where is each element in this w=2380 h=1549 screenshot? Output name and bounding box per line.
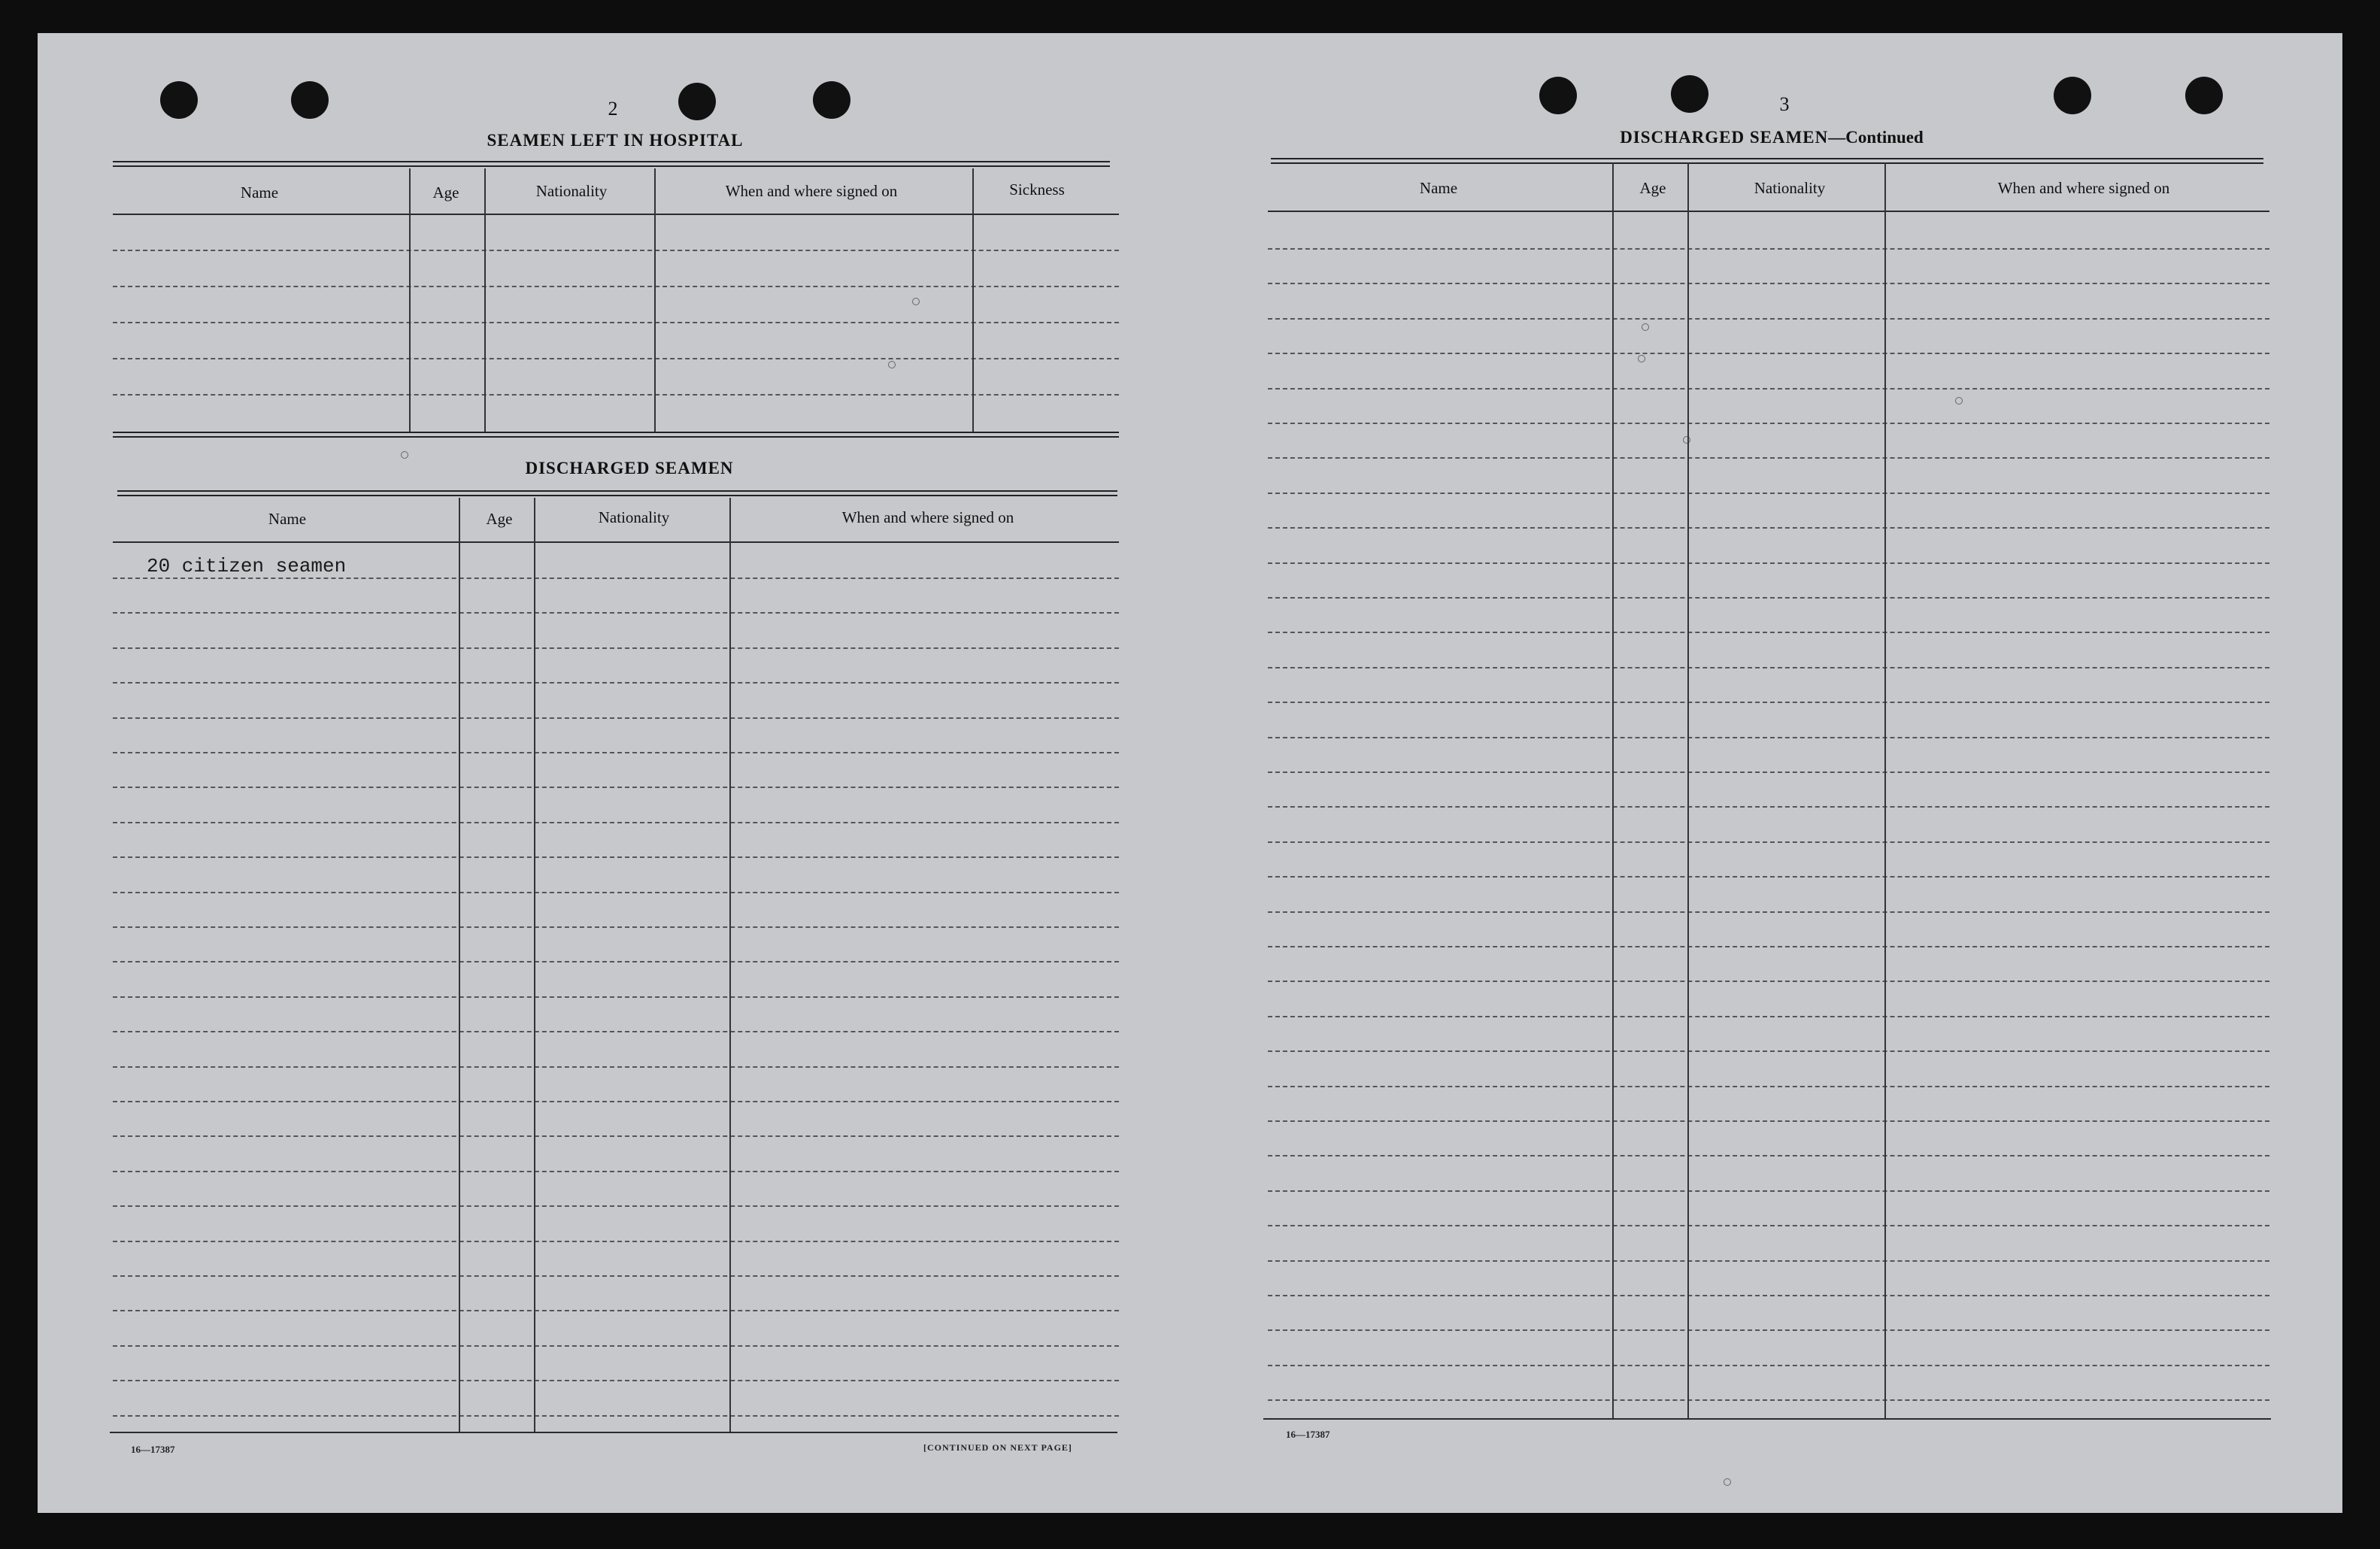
- continued-col-divider: [1687, 162, 1689, 1418]
- continued-title-suffix: —Continued: [1828, 128, 1924, 147]
- ruled-line: [113, 250, 1119, 251]
- punch-hole: [291, 81, 329, 119]
- hospital-header-rule: [113, 214, 1119, 215]
- ruled-line: [1268, 1190, 2269, 1192]
- punch-hole: [678, 83, 716, 120]
- speck: [1638, 355, 1645, 362]
- ruled-line: [113, 787, 1119, 788]
- ruled-line: [1268, 876, 2269, 878]
- discharged-header-rule: [113, 541, 1119, 543]
- ruled-line: [1268, 318, 2269, 320]
- ruled-line: [1268, 667, 2269, 668]
- ruled-line: [113, 1171, 1119, 1172]
- ruled-line: [113, 1241, 1119, 1242]
- discharged-col-divider: [729, 498, 731, 1432]
- hospital-header-sickness: Sickness: [1009, 180, 1065, 199]
- discharged-col-divider: [534, 498, 535, 1432]
- hospital-col-divider: [654, 168, 656, 432]
- ruled-line: [1268, 946, 2269, 947]
- ruled-line: [113, 322, 1119, 323]
- form-number: 16—17387: [1286, 1429, 1330, 1440]
- continued-note: [CONTINUED ON NEXT PAGE]: [923, 1442, 1072, 1453]
- ruled-line: [113, 1101, 1119, 1102]
- ruled-line: [113, 856, 1119, 858]
- ruled-line: [113, 1380, 1119, 1381]
- ruled-line: [113, 1415, 1119, 1417]
- page-number: 3: [1779, 93, 1790, 115]
- ruled-line: [113, 1275, 1119, 1277]
- ruled-line: [1268, 1225, 2269, 1226]
- punch-hole: [1539, 77, 1577, 114]
- hospital-header-signed-on: When and where signed on: [725, 182, 898, 200]
- ruled-line: [1268, 1086, 2269, 1087]
- discharged-top-rule: [117, 490, 1117, 496]
- ruled-line: [1268, 981, 2269, 982]
- ruled-line: [1268, 841, 2269, 843]
- ruled-line: [1268, 632, 2269, 633]
- ruled-line: [113, 358, 1119, 359]
- ruled-line: [1268, 1365, 2269, 1366]
- ruled-line: [1268, 493, 2269, 494]
- continued-header-age: Age: [1639, 179, 1666, 197]
- ruled-line: [1268, 1155, 2269, 1156]
- ruled-line: [113, 1031, 1119, 1032]
- punch-hole: [1671, 75, 1708, 113]
- ruled-line: [1268, 737, 2269, 738]
- ruled-line: [1268, 562, 2269, 564]
- hospital-header-nationality: Nationality: [535, 182, 608, 200]
- discharged-header-nationality: Nationality: [598, 508, 670, 526]
- ruled-line: [113, 394, 1119, 396]
- continued-header-signed-on: When and where signed on: [1997, 179, 2170, 197]
- ruled-line: [113, 1205, 1119, 1207]
- page-number: 2: [608, 98, 618, 120]
- speck: [1683, 436, 1690, 444]
- punch-hole: [2185, 77, 2223, 114]
- ruled-line: [113, 1066, 1119, 1068]
- punch-hole: [160, 81, 198, 119]
- hospital-top-rule: [113, 161, 1110, 167]
- ruled-line: [113, 1345, 1119, 1347]
- ruled-line: [1268, 423, 2269, 424]
- ruled-line: [113, 961, 1119, 962]
- ruled-line: [1268, 353, 2269, 354]
- punch-hole: [813, 81, 850, 119]
- ruled-line: [1268, 806, 2269, 808]
- scanned-document: [38, 33, 2342, 1513]
- ruled-line: [113, 1135, 1119, 1137]
- ruled-line: [1268, 771, 2269, 773]
- continued-section-title: [1620, 128, 1924, 147]
- ruled-line: [1268, 283, 2269, 284]
- ruled-line: [1268, 1120, 2269, 1122]
- discharged-col-divider: [459, 498, 460, 1432]
- hospital-section-title: SEAMEN LEFT IN HOSPITAL: [487, 131, 744, 150]
- continued-col-divider: [1884, 162, 1886, 1418]
- ruled-line: [113, 612, 1119, 614]
- ruled-line: [113, 647, 1119, 649]
- discharged-header-age: Age: [486, 510, 513, 528]
- ruled-line: [113, 752, 1119, 753]
- discharged-entry: 20 citizen seamen: [147, 555, 347, 577]
- ruled-line: [1268, 702, 2269, 703]
- speck: [1955, 397, 1963, 405]
- speck: [912, 298, 920, 305]
- continued-col-divider: [1612, 162, 1614, 1418]
- hospital-col-divider: [972, 168, 974, 432]
- ruled-line: [1268, 1050, 2269, 1052]
- ruled-line: [1268, 1260, 2269, 1262]
- ruled-line: [113, 577, 1119, 579]
- continued-header-rule: [1268, 211, 2269, 212]
- ruled-line: [1268, 248, 2269, 250]
- ruled-line: [113, 996, 1119, 998]
- discharged-header-signed-on: When and where signed on: [841, 508, 1014, 526]
- continued-header-nationality: Nationality: [1754, 179, 1826, 197]
- hospital-bottom-rule: [113, 432, 1119, 438]
- ruled-line: [1268, 1329, 2269, 1331]
- ruled-line: [1268, 527, 2269, 529]
- hospital-header-name: Name: [240, 183, 279, 202]
- ruled-line: [113, 926, 1119, 928]
- ruled-line: [113, 892, 1119, 893]
- speck: [401, 451, 408, 459]
- speck: [1642, 323, 1649, 331]
- ruled-line: [113, 682, 1119, 684]
- continued-bottom-rule: [1263, 1418, 2271, 1420]
- hospital-col-divider: [484, 168, 486, 432]
- discharged-section-title: DISCHARGED SEAMEN: [525, 459, 734, 477]
- punch-hole: [2054, 77, 2091, 114]
- ruled-line: [1268, 1295, 2269, 1296]
- ruled-line: [1268, 457, 2269, 459]
- discharged-header-name: Name: [268, 510, 307, 528]
- ruled-line: [1268, 597, 2269, 599]
- ruled-line: [1268, 911, 2269, 913]
- hospital-header-age: Age: [432, 183, 459, 202]
- continued-header-name: Name: [1419, 179, 1458, 197]
- continued-top-rule: [1271, 158, 2263, 164]
- ruled-line: [113, 286, 1119, 287]
- ruled-line: [113, 1310, 1119, 1311]
- ruled-line: [113, 822, 1119, 823]
- hospital-col-divider: [409, 168, 411, 432]
- ruled-line: [1268, 1399, 2269, 1401]
- continued-title-main: DISCHARGED SEAMEN: [1620, 128, 1829, 147]
- form-number: 16—17387: [131, 1444, 175, 1455]
- speck: [888, 361, 896, 368]
- ruled-line: [113, 717, 1119, 719]
- ruled-line: [1268, 388, 2269, 390]
- discharged-bottom-rule: [110, 1432, 1117, 1433]
- ruled-line: [1268, 1016, 2269, 1017]
- speck: [1724, 1478, 1731, 1486]
